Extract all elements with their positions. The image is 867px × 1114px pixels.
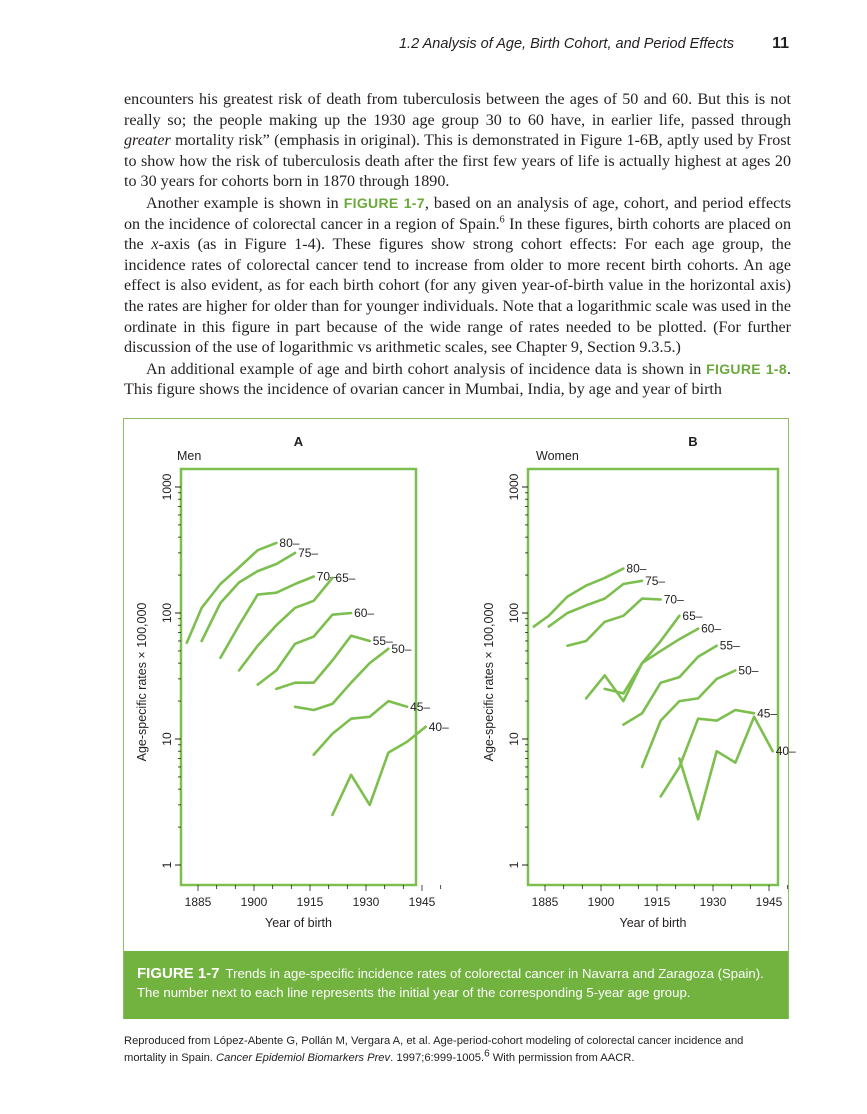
panel-a-series-label: 70– [316, 569, 337, 584]
credit-superscript: 6 [484, 1048, 490, 1060]
credit-text-b: . 1997;6:999-1005. [390, 1052, 485, 1064]
credit-text-a: Reproduced from López-Abente G, Pollán M, Vergara A, et al. Age-period-cohort modeling of colorectal cancer incidence and mortality in Spain. [124, 1035, 744, 1064]
panel-a-series-label: 75– [298, 545, 319, 560]
panel-b-series-label: 50– [738, 663, 759, 678]
panel-a-x-tick-label: 1915 [296, 895, 324, 909]
figure-1-7-chart [124, 419, 796, 951]
paragraph-3-text-a: An additional example of age and birth cohort analysis of incidence data is shown in [146, 360, 707, 378]
paragraph-2-text-d: -axis (as in Figure 1-4). These figures show strong cohort effects: For each age group, the incidence rates of colorectal cancer tend to increase from older to more recent birth cohorts. An age effect is also evident, as for each birth cohort (for any given year-of-birth value in the horizontal axis) the rates are higher for older than for younger individuals. Note that a logarithmic scale was used in the ordinate in this figure in part because of the wide range of rates needed to be plotted. (For further discussion of the use of logarithmic vs arithmetic scales, see Chapter 9, Section 9.3.5.) [124, 236, 791, 357]
panel-a-y-tick-label: 1000 [160, 473, 174, 501]
panel-a-series-line [276, 636, 369, 689]
figure-caption [124, 951, 788, 1019]
panel-a-series-line [258, 613, 351, 685]
panel-a-y-tick-label: 1 [160, 861, 174, 869]
paragraph-1 [124, 90, 791, 193]
panel-a-series-label: 55– [372, 633, 393, 648]
panel-a-label: A [293, 434, 304, 449]
panel-b-subtitle: Women [536, 449, 579, 463]
panel-a-series-label: 50– [391, 641, 412, 656]
panel-b-y-tick-label: 100 [507, 602, 521, 624]
figure-caption-text: Trends in age-specific incidence rates of colorectal cancer in Navarra and Zaragoza (Spain). The number next to each line represents the initial year of the corresponding 5-year age group. [137, 966, 764, 1000]
panel-b-series-line [567, 599, 660, 646]
panel-b-series-label: 60– [701, 621, 722, 636]
panel-b-series-label: 75– [645, 573, 666, 588]
panel-b-series-line [534, 569, 624, 627]
panel-b-y-axis-title: Age-specific rates × 100,000 [482, 602, 496, 762]
paragraph-2-emphasis: x [151, 236, 159, 254]
panel-a-series-line [332, 727, 425, 815]
panel-b-x-tick-label: 1885 [531, 895, 559, 909]
panel-b-series-line [623, 646, 716, 725]
panel-a-x-tick-label: 1945 [408, 895, 436, 909]
figure-1-8-link[interactable]: FIGURE 1-8 [706, 360, 787, 377]
paragraph-2-text-a: Another example is shown in [146, 194, 344, 212]
panel-a-y-axis-title: Age-specific rates × 100,000 [135, 602, 149, 762]
panel-a-x-axis-title: Year of birth [265, 916, 332, 930]
panel-b-y-tick-label: 1000 [507, 473, 521, 501]
reference-superscript: 6 [499, 214, 505, 226]
panel-a-series-line [314, 701, 407, 755]
panel-a-x-tick-label: 1900 [240, 895, 268, 909]
panel-a-plot-frame [181, 469, 416, 885]
paragraph-2 [124, 193, 791, 359]
panel-a-series-line [295, 649, 388, 710]
figure-1-7 [123, 418, 796, 1019]
panel-b-series-label: 65– [682, 608, 703, 623]
panel-b-series-label: 55– [719, 638, 740, 653]
panel-a-series-label: 65– [335, 570, 356, 585]
panel-b-series-label: 45– [757, 706, 778, 721]
panel-a-y-tick-label: 100 [160, 602, 174, 624]
panel-b-x-tick-label: 1945 [755, 895, 783, 909]
panel-a-x-tick-label: 1930 [352, 895, 380, 909]
panel-b-label: B [688, 434, 698, 449]
credit-text-c: With permission from AACR. [489, 1052, 635, 1064]
panel-b-x-tick-label: 1915 [643, 895, 671, 909]
panel-a-y-tick-label: 10 [160, 732, 174, 746]
panel-b-series-label: 70– [663, 592, 684, 607]
panel-a-x-tick-label: 1885 [184, 895, 212, 909]
credit-journal: Cancer Epidemiol Biomarkers Prev [216, 1052, 391, 1064]
paragraph-1-text: encounters his greatest risk of death from tuberculosis between the ages of 50 and 60. But this is not really so; the people making up the 1930 age group 30 to 60 have, in earlier life, passed through [124, 91, 791, 129]
panel-a-series-label: 45– [410, 699, 431, 714]
paragraph-2-text-c: In these figures, birth cohorts are placed on the [124, 215, 791, 254]
running-head-title: 1.2 Analysis of Age, Birth Cohort, and Period Effects [398, 36, 734, 52]
body-text [124, 90, 791, 401]
panel-a-series-label: 80– [279, 535, 300, 550]
panel-a-series-label: 40– [428, 719, 449, 734]
paragraph-1-emphasis: greater [124, 132, 171, 150]
panel-b-series-line [549, 581, 642, 627]
panel-a-subtitle: Men [177, 449, 202, 463]
figure-caption-label: FIGURE 1-7 [137, 965, 220, 982]
figure-1-7-link[interactable]: FIGURE 1-7 [343, 194, 425, 211]
panel-b-series-label: 40– [775, 744, 796, 759]
paragraph-2-text-b: , based on an analysis of age, cohort, and period effects on the incidence of colorectal cancer in a region of Spain. [124, 194, 791, 233]
paragraph-1-text-end: mortality risk” (emphasis in original). This is demonstrated in Figure 1-6B, aptly used by Frost to show how the risk of tuberculosis death after the first few years of life is actually highest at ages 20 to 30 years for cohorts born in 1870 through 1890. [124, 132, 791, 191]
panel-b-y-tick-label: 10 [507, 732, 521, 746]
panel-b-series-line [605, 629, 698, 694]
panel-b-series-line [586, 616, 679, 701]
panel-a-series-line [202, 553, 295, 641]
panel-b-x-axis-title: Year of birth [619, 916, 687, 930]
running-head [0, 36, 867, 56]
panel-a-series-label: 60– [354, 606, 375, 620]
panel-b-x-tick-label: 1900 [587, 895, 615, 909]
panel-b-y-tick-label: 1 [507, 861, 521, 869]
paragraph-3 [124, 359, 791, 401]
paragraph-3-text-b: . This figure shows the incidence of ovarian cancer in Mumbai, India, by age and year of birth [124, 360, 792, 399]
panel-b-series-label: 80– [626, 561, 647, 576]
figure-credit [124, 1033, 784, 1067]
page-number: 11 [772, 35, 789, 52]
panel-b-x-tick-label: 1930 [699, 895, 727, 909]
